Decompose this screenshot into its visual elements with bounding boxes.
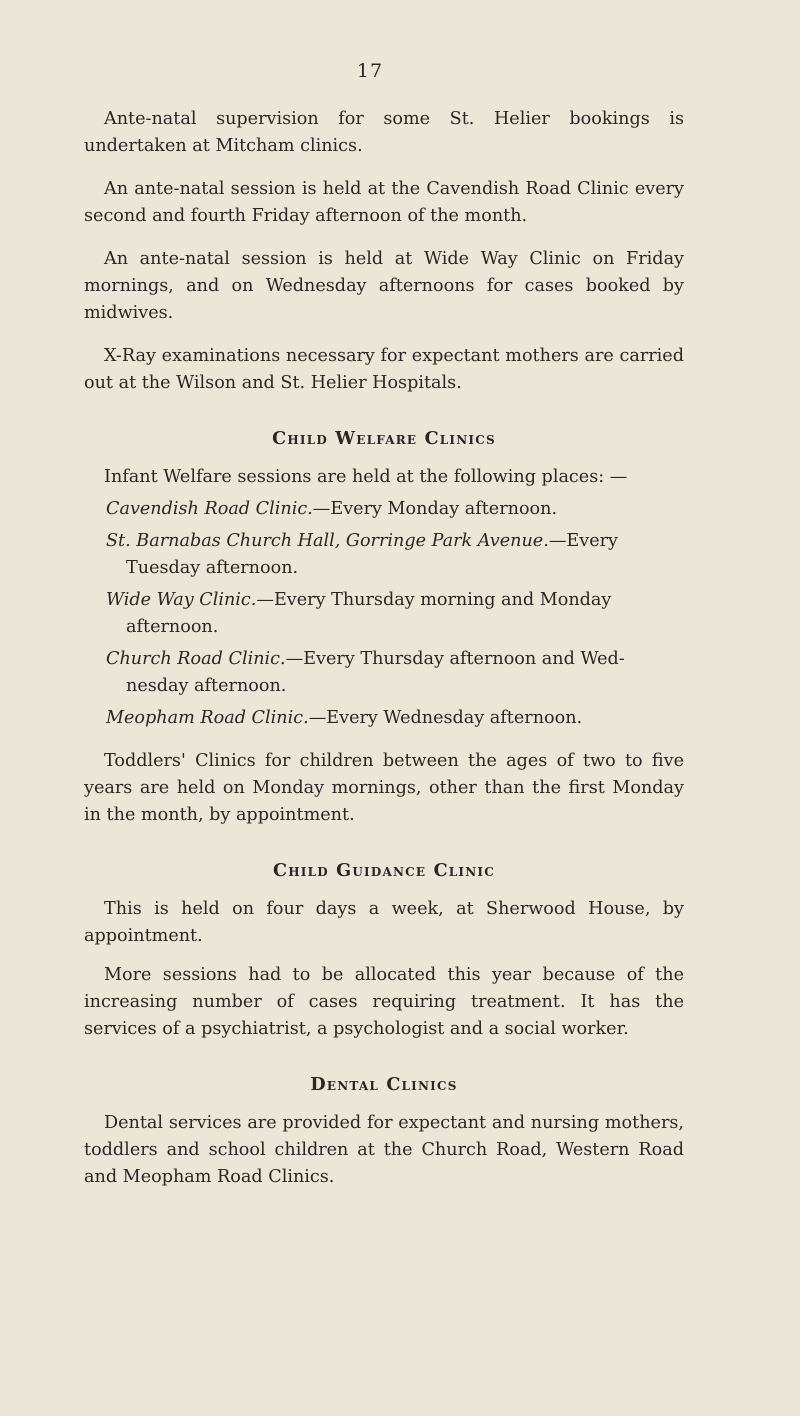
heading-dental: Dental Clinics — [310, 1074, 458, 1095]
page-number: 17 — [356, 60, 384, 82]
paragraph-dental: Dental services are provided for expectant and nursing mothers, toddlers and school children at the Church Road, Western Road and Meopham Road Clinics. — [84, 1113, 684, 1187]
paragraph-infant-welfare-intro: Infant Welfare sessions are held at the following places: — — [104, 467, 628, 487]
body-text — [84, 106, 684, 1191]
list-item — [84, 587, 684, 641]
clinic-schedule: —Every Thursday morning and Monday afternoon. — [126, 590, 612, 637]
paragraph-toddlers: Toddlers' Clinics for children between the ages of two to five years are held on Monday mornings, other than the first Monday in the month, by appointment. — [84, 751, 684, 825]
clinic-name: Meopham Road Clinic. — [106, 708, 309, 728]
list-item — [84, 528, 684, 582]
clinic-name: Wide Way Clinic. — [106, 590, 257, 610]
clinic-name: Cavendish Road Clinic. — [106, 499, 313, 519]
clinic-schedule: —Every Monday afternoon. — [312, 499, 558, 519]
clinic-name: Church Road Clinic. — [106, 649, 286, 669]
list-item — [84, 705, 684, 732]
paragraph-antenatal-cavendish: An ante-natal session is held at the Cavendish Road Clinic every second and fourth Friday afternoon of the month. — [84, 179, 684, 226]
clinic-list — [84, 496, 684, 732]
heading-child-welfare: Child Welfare Clinics — [272, 428, 496, 449]
clinic-name: St. Barnabas Church Hall, Gorringe Park Avenue. — [106, 531, 549, 551]
paragraph-child-guidance-1: This is held on four days a week, at Sherwood House, by appointment. — [84, 899, 684, 946]
clinic-schedule: —Every Tuesday afternoon. — [126, 531, 618, 578]
list-item — [84, 496, 684, 523]
paragraph-antenatal-wideway: An ante-natal session is held at Wide Way Clinic on Friday mornings, and on Wednesday afternoons for cases booked by midwives. — [84, 249, 684, 323]
paragraph-child-guidance-2: More sessions had to be allocated this year because of the increasing number of cases requiring treatment. It has the services of a psychiatrist, a psychologist and a social worker. — [84, 965, 684, 1039]
clinic-schedule: —Every Wednesday afternoon. — [308, 708, 583, 728]
heading-child-guidance: Child Guidance Clinic — [273, 860, 495, 881]
paragraph-antenatal-mitcham: Ante-natal supervision for some St. Helier bookings is undertaken at Mitcham clinics. — [84, 109, 684, 156]
clinic-schedule: —Every Thursday afternoon and Wed- nesday afternoon. — [126, 649, 625, 696]
list-item — [84, 646, 684, 700]
paragraph-xray: X-Ray examinations necessary for expectant mothers are carried out at the Wilson and St. Helier Hospitals. — [84, 346, 684, 393]
